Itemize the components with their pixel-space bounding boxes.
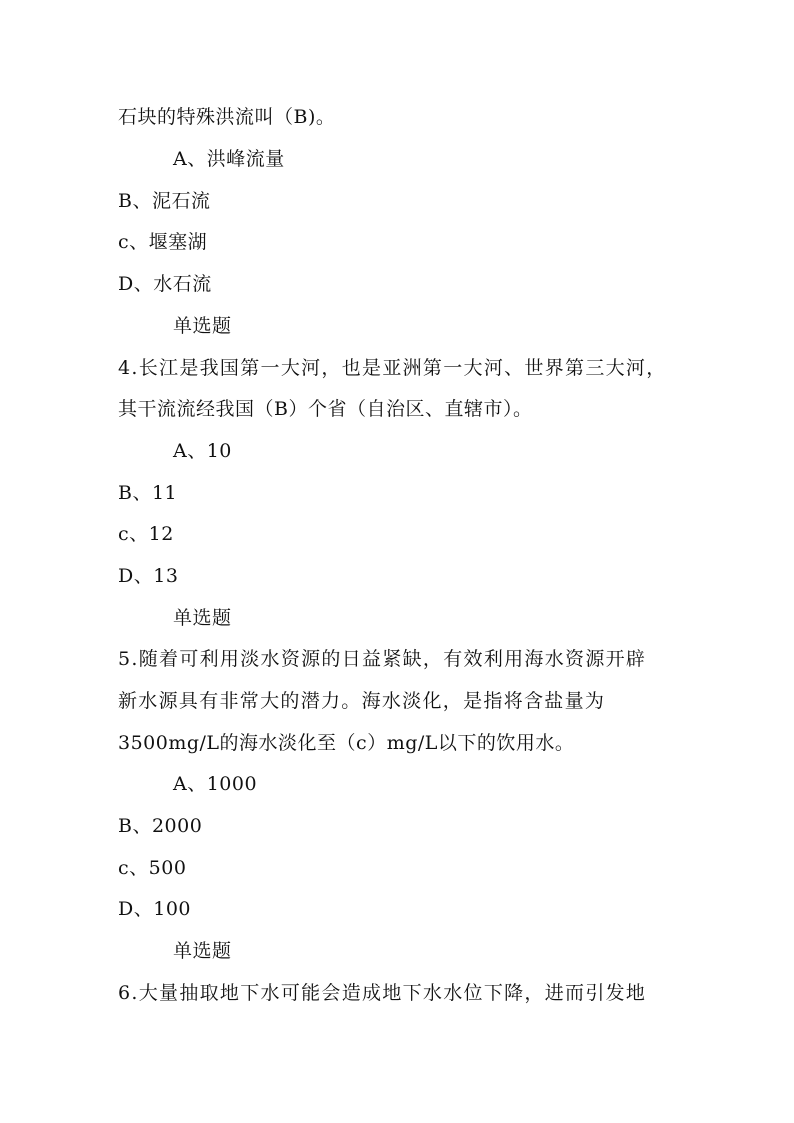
q3-option-c: c、堰塞湖 xyxy=(118,231,208,253)
q4-option-a: A、10 xyxy=(173,440,232,462)
q4-type-label: 单选题 xyxy=(173,315,232,337)
q4-stem-line-1: 4.长江是我国第一大河，也是亚洲第一大河、世界第三大河， xyxy=(118,357,667,379)
q5-option-b: B、2000 xyxy=(118,815,203,837)
q5-option-c: c、500 xyxy=(118,857,187,879)
q6-type-label: 单选题 xyxy=(173,940,232,962)
q6-stem-line-1: 6.大量抽取地下水可能会造成地下水水位下降，进而引发地 xyxy=(118,982,647,1004)
q4-stem-line-2: 其干流流经我国（B）个省（自治区、直辖市）。 xyxy=(118,398,533,420)
q5-stem-line-1: 5.随着可利用淡水资源的日益紧缺，有效利用海水资源开辟 xyxy=(118,648,647,670)
q3-option-b: B、泥石流 xyxy=(118,190,211,212)
q5-stem-line-3: 3500mg/L的海水淡化至（c）mg/L以下的饮用水。 xyxy=(118,732,575,754)
q4-option-d: D、13 xyxy=(118,565,179,587)
q3-option-a: A、洪峰流量 xyxy=(173,148,285,170)
q5-stem-line-2: 新水源具有非常大的潜力。海水淡化，是指将含盐量为 xyxy=(118,690,606,712)
q4-option-b: B、11 xyxy=(118,482,178,504)
q5-type-label: 单选题 xyxy=(173,607,232,629)
q5-option-d: D、100 xyxy=(118,898,191,920)
q3-option-d: D、水石流 xyxy=(118,273,212,295)
q4-option-c: c、12 xyxy=(118,523,174,545)
q3-stem-tail: 石块的特殊洪流叫（B)。 xyxy=(118,106,336,128)
q5-option-a: A、1000 xyxy=(173,773,258,795)
